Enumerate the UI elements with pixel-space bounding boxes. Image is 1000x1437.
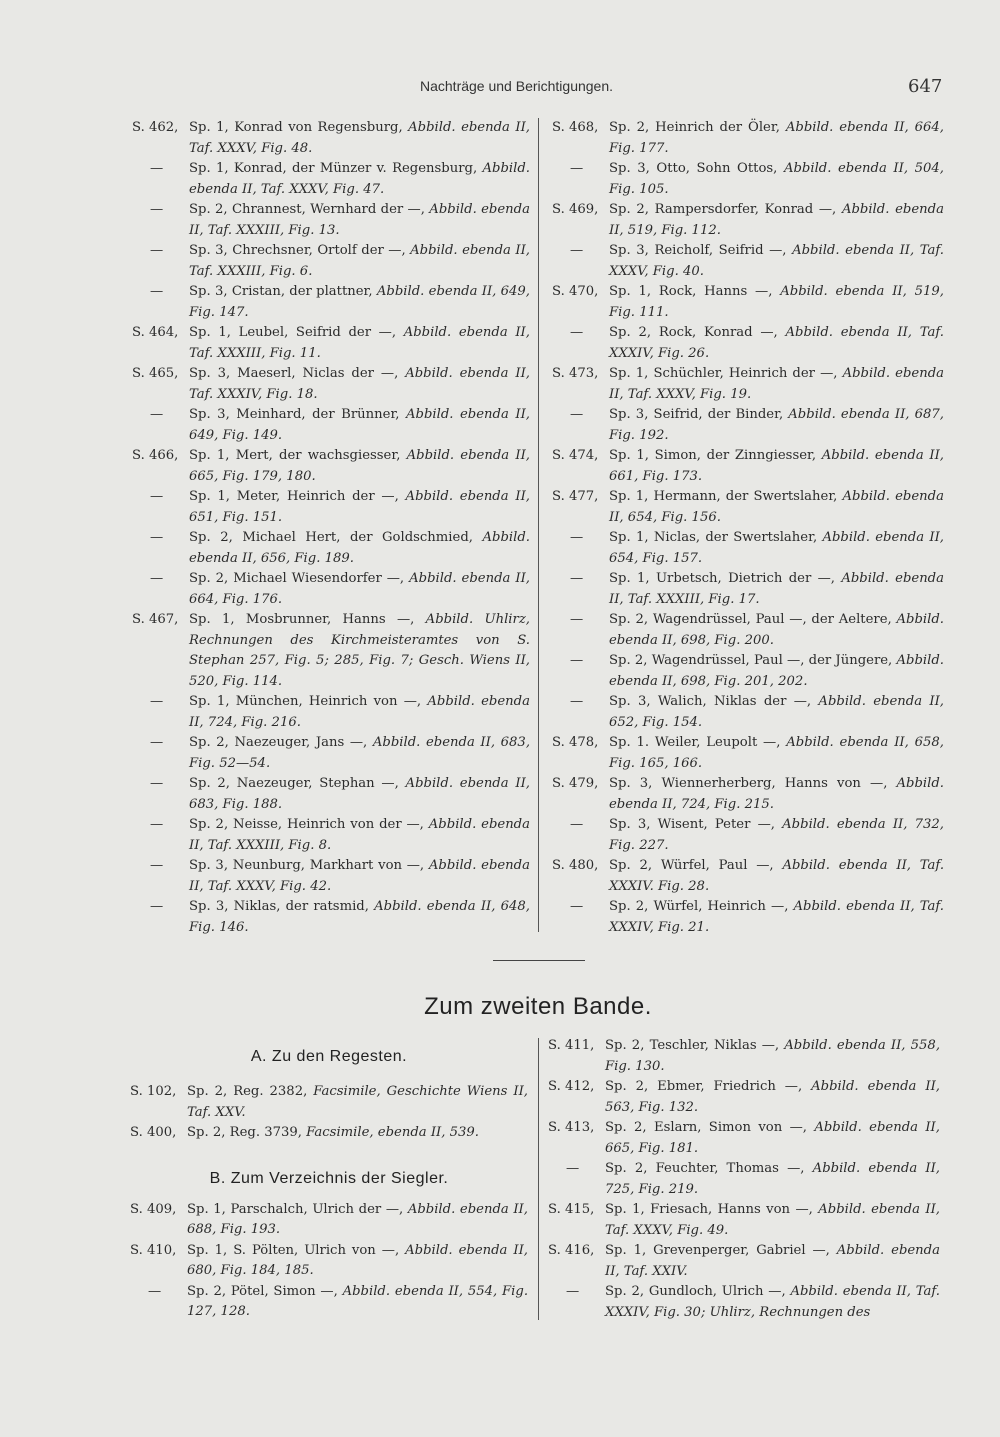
entry-citation: Abbild. ebenda II, 648, Fig. 146. xyxy=(189,899,530,935)
entry-name: Rampersdorfer, Konrad —, xyxy=(654,202,837,217)
entry-column-ref: Sp. 1, xyxy=(609,530,649,545)
entry-citation: Abbild. ebenda II, Taf. XXXIII, Fig. 17. xyxy=(609,571,944,607)
entry-column-ref: Sp. 2, xyxy=(189,776,230,791)
entry-page-ref: S. 462, xyxy=(132,120,179,135)
entry-column-ref: Sp. 2, xyxy=(605,1038,645,1053)
entry-citation: Abbild. ebenda II, Taf. XXXIV, Fig. 18. xyxy=(189,366,531,402)
entry-citation: Abbild. ebenda II, Taf. XXXV, Fig. 49. xyxy=(605,1202,940,1238)
subsection-a-title: A. Zu den Regesten. xyxy=(250,1048,408,1065)
entry-name: Niclas, der Swertslaher, xyxy=(653,530,818,545)
index-entry xyxy=(552,856,944,897)
entry-column-ref: Sp. 3, xyxy=(609,407,649,422)
entry-name: Konrad von Regensburg, xyxy=(234,120,403,135)
entry-citation: Abbild. ebenda II, 680, Fig. 184, 185. xyxy=(187,1242,528,1278)
entry-name: Gundloch, Ulrich —, xyxy=(648,1284,786,1299)
entry-citation: Abbild. ebenda II, 651, Fig. 151. xyxy=(189,489,530,525)
entry-citation: Abbild. ebenda II, 664, Fig. 177. xyxy=(609,120,944,156)
entry-citation: Abbild. ebenda II, 654, Fig. 156. xyxy=(609,489,944,525)
entry-page-ref: — xyxy=(570,571,584,586)
entry-column-ref: Sp. 1, xyxy=(189,489,230,504)
entry-column-ref: Sp. 1, xyxy=(189,161,229,176)
entry-page-ref: — xyxy=(150,735,164,750)
index-entry xyxy=(552,487,944,528)
index-entry xyxy=(552,323,944,364)
index-entry xyxy=(132,405,530,446)
running-title: Nachträge und Berichtigungen. xyxy=(420,78,614,94)
top-right-column xyxy=(552,118,944,938)
entry-name: Mert, der wachsgiesser, xyxy=(235,448,401,463)
entry-column-ref: Sp. 2, xyxy=(609,120,650,135)
entry-page-ref: — xyxy=(566,1284,580,1299)
entry-name: Mosbrunner, Hanns —, xyxy=(245,612,415,627)
entry-column-ref: Sp. 3, xyxy=(189,366,231,381)
entry-citation: Abbild. ebenda II, Taf. XXXV, Fig. 19. xyxy=(609,366,944,402)
entry-name: Naezeuger, Jans —, xyxy=(234,735,368,750)
entry-column-ref: Sp. 2, xyxy=(609,899,649,914)
entry-name: Cristan, der plattner, xyxy=(231,284,373,299)
entry-column-ref: Sp. 3, xyxy=(189,858,229,873)
entry-page-ref: — xyxy=(148,1283,162,1299)
entry-citation: Abbild. ebenda II, Taf. XXXIII, Fig. 11. xyxy=(189,325,530,361)
entry-column-ref: Sp. 1, xyxy=(609,284,652,299)
entry-page-ref: S. 477, xyxy=(552,489,599,504)
entry-citation: Abbild. ebenda II, 554, Fig. 127, 128. xyxy=(187,1283,529,1319)
entry-name: Würfel, Heinrich —, xyxy=(653,899,789,914)
entry-column-ref: Sp. 2, xyxy=(189,202,228,217)
index-entry xyxy=(132,118,530,159)
entry-citation: Abbild. ebenda II, 558, Fig. 130. xyxy=(605,1038,941,1074)
entry-page-ref: — xyxy=(150,817,164,832)
entry-citation: Abbild. ebenda II, 687, Fig. 192. xyxy=(609,407,944,443)
entry-page-ref: — xyxy=(150,776,164,791)
index-entry xyxy=(132,856,530,897)
entry-page-ref: S. 415, xyxy=(548,1202,595,1217)
entry-page-ref: S. 474, xyxy=(552,448,599,463)
entry-name: Meter, Heinrich der —, xyxy=(236,489,399,504)
index-entry xyxy=(132,610,530,692)
entry-page-ref: S. 412, xyxy=(548,1079,595,1094)
index-entry xyxy=(552,364,944,405)
entry-column-ref: Sp. 2, xyxy=(609,325,652,340)
siegler-list xyxy=(130,1200,528,1323)
entry-name: Naezeuger, Stephan —, xyxy=(236,776,399,791)
entry-citation: Facsimile, Geschichte Wiens II, Taf. XXV. xyxy=(187,1084,528,1120)
index-entry xyxy=(552,528,944,569)
entry-column-ref: Sp. 3, xyxy=(189,243,228,258)
index-entry xyxy=(552,651,944,692)
entry-column-ref: Sp. 1, xyxy=(189,694,230,709)
entry-page-ref: S. 416, xyxy=(548,1243,595,1258)
index-entry xyxy=(132,733,530,774)
entry-column-ref: Sp. 1, xyxy=(605,1243,647,1258)
entry-citation: Abbild. ebenda II, 649, Fig. 149. xyxy=(189,407,530,443)
entry-column-ref: Sp. 2, xyxy=(609,612,649,627)
entry-page-ref: — xyxy=(150,202,164,217)
index-entry xyxy=(132,323,530,364)
entry-name: Chrechsner, Ortolf der —, xyxy=(232,243,406,258)
entry-column-ref: Sp. 1, xyxy=(189,325,231,340)
index-entry xyxy=(132,528,530,569)
entry-column-ref: Sp. 1, xyxy=(189,120,229,135)
index-entry xyxy=(552,815,944,856)
entry-page-ref: S. 400, xyxy=(130,1125,177,1140)
index-entry xyxy=(548,1282,940,1323)
entry-column-ref: Sp. 2, xyxy=(189,735,229,750)
entry-page-ref: S. 464, xyxy=(132,325,179,340)
entry-column-ref: Sp. 1, xyxy=(187,1201,226,1217)
entry-name: Würfel, Paul —, xyxy=(660,858,774,873)
index-entry xyxy=(548,1159,940,1200)
entry-citation: Abbild. ebenda II, 724, Fig. 216. xyxy=(189,694,530,730)
entry-citation: Abbild. ebenda II, 519, Fig. 112. xyxy=(609,202,944,238)
index-entry xyxy=(552,733,944,774)
index-entry xyxy=(552,774,944,815)
entry-name: Weiler, Leupolt —, xyxy=(654,735,781,750)
entry-citation: Abbild. Uhlirz, Rechnungen des Kirchmeisteramtes von S. Stephan 257, Fig. 5; 285, Fig. 7; Gesch. Wiens II, 520, Fig. 114. xyxy=(189,612,530,689)
entry-name: München, Heinrich von —, xyxy=(235,694,422,709)
entry-name: Reg. 3739, xyxy=(229,1125,302,1140)
entry-name: Otto, Sohn Ottos, xyxy=(656,161,778,176)
entry-page-ref: — xyxy=(570,612,584,627)
entry-page-ref: — xyxy=(150,571,164,586)
entry-name: Schüchler, Heinrich der —, xyxy=(653,366,838,381)
entry-name: Feuchter, Thomas —, xyxy=(655,1161,805,1176)
entry-citation: Abbild. ebenda II, Taf. XXXV, Fig. 48. xyxy=(189,120,530,156)
entry-citation: Abbild. ebenda II, 654, Fig. 157. xyxy=(609,530,944,566)
entry-page-ref: S. 409, xyxy=(130,1201,177,1217)
entry-name: Wagendrüssel, Paul —, der Jüngere, xyxy=(651,653,893,668)
entry-column-ref: Sp. 2, xyxy=(609,202,649,217)
entry-column-ref: Sp. 1. xyxy=(609,735,650,750)
entry-name: Meinhard, der Brünner, xyxy=(236,407,400,422)
entry-page-ref: — xyxy=(570,325,584,340)
entry-citation: Abbild. ebenda II, Taf. XXIV. xyxy=(605,1243,940,1279)
entry-citation: Abbild. ebenda II, Taf. XXXIV. Fig. 28. xyxy=(609,858,945,894)
index-entry xyxy=(132,692,530,733)
bottom-left-column xyxy=(130,1082,528,1323)
index-entry xyxy=(552,405,944,446)
entry-name: Neunburg, Markhart von —, xyxy=(232,858,425,873)
entry-column-ref: Sp. 3, xyxy=(609,161,650,176)
entry-column-ref: Sp. 2, xyxy=(187,1084,228,1099)
entry-citation: Abbild. ebenda II, 698, Fig. 201, 202. xyxy=(609,653,944,689)
entry-page-ref: — xyxy=(570,243,584,258)
entry-citation: Abbild. ebenda II, 563, Fig. 132. xyxy=(605,1079,940,1115)
entry-page-ref: — xyxy=(150,407,164,422)
entry-page-ref: — xyxy=(570,899,584,914)
entry-citation: Abbild. ebenda II, 664, Fig. 176. xyxy=(189,571,530,607)
entry-column-ref: Sp. 1, xyxy=(609,489,649,504)
index-entry xyxy=(132,282,530,323)
entry-column-ref: Sp. 1, xyxy=(189,448,230,463)
entry-citation: Abbild. ebenda II, Taf. XXXV, Fig. 47. xyxy=(189,161,530,197)
index-entry xyxy=(130,1123,528,1144)
entry-page-ref: — xyxy=(570,694,584,709)
entry-citation: Abbild. ebenda II, Taf. XXXIV, Fig. 21. xyxy=(609,899,944,935)
entry-page-ref: — xyxy=(150,489,164,504)
index-entry xyxy=(130,1200,528,1241)
entry-page-ref: — xyxy=(150,284,164,299)
entry-column-ref: Sp. 2, xyxy=(187,1283,227,1299)
entry-page-ref: — xyxy=(570,817,584,832)
index-entry xyxy=(552,897,944,938)
bottom-right-column xyxy=(548,1036,940,1323)
entry-column-ref: Sp. 1, xyxy=(609,366,649,381)
index-entry xyxy=(548,1036,940,1077)
index-entry xyxy=(132,774,530,815)
entry-page-ref: S. 466, xyxy=(132,448,179,463)
entry-page-ref: S. 470, xyxy=(552,284,599,299)
entry-page-ref: S. 479, xyxy=(552,776,599,791)
entry-column-ref: Sp. 1, xyxy=(609,448,649,463)
column-divider xyxy=(538,118,539,932)
index-entry xyxy=(132,487,530,528)
entry-name: Hermann, der Swertslaher, xyxy=(653,489,838,504)
regesten-list xyxy=(130,1082,528,1144)
entry-page-ref: S. 469, xyxy=(552,202,599,217)
entry-name: Parschalch, Ulrich der —, xyxy=(230,1201,404,1217)
subsection-b-title: B. Zum Verzeichnis der Siegler. xyxy=(209,1170,449,1187)
entry-citation: Abbild. ebenda II, 688, Fig. 193. xyxy=(187,1201,528,1237)
index-entry xyxy=(552,200,944,241)
entry-page-ref: — xyxy=(150,694,164,709)
entry-citation: Abbild. ebenda II, 724, Fig. 215. xyxy=(609,776,944,812)
entry-page-ref: S. 102, xyxy=(130,1084,177,1099)
entry-name: Neisse, Heinrich von der —, xyxy=(233,817,424,832)
entry-name: Friesach, Hanns von —, xyxy=(650,1202,813,1217)
entry-citation: Abbild. ebenda II, 665, Fig. 179, 180. xyxy=(189,448,530,484)
entry-column-ref: Sp. 3, xyxy=(189,407,230,422)
entry-citation: Abbild. ebenda II, 732, Fig. 227. xyxy=(609,817,944,853)
index-entry xyxy=(132,897,530,938)
index-entry xyxy=(132,815,530,856)
entry-page-ref: — xyxy=(150,899,164,914)
entry-page-ref: S. 413, xyxy=(548,1120,595,1135)
entry-column-ref: Sp. 3, xyxy=(609,776,653,791)
entry-page-ref: — xyxy=(150,530,164,545)
entry-name: Michael Wiesendorfer —, xyxy=(233,571,405,586)
entry-name: Niklas, der ratsmid, xyxy=(233,899,369,914)
entry-citation: Abbild. ebenda II, 658, Fig. 165, 166. xyxy=(609,735,945,771)
entry-page-ref: S. 480, xyxy=(552,858,599,873)
index-entry xyxy=(130,1282,528,1323)
entry-citation: Abbild. ebenda II, 649, Fig. 147. xyxy=(189,284,531,320)
index-entry xyxy=(548,1200,940,1241)
entry-page-ref: — xyxy=(570,653,584,668)
entry-name: Leubel, Seifrid der —, xyxy=(238,325,397,340)
entry-citation: Abbild. ebenda II, Taf. XXXIII, Fig. 13. xyxy=(189,202,530,238)
entry-page-ref: — xyxy=(570,407,584,422)
entry-column-ref: Sp. 3, xyxy=(609,694,651,709)
entry-column-ref: Sp. 3, xyxy=(189,899,229,914)
index-entry xyxy=(552,159,944,200)
entry-citation: Abbild. ebenda II, Taf. XXXV, Fig. 40. xyxy=(609,243,944,279)
index-entry xyxy=(552,610,944,651)
entry-name: Eslarn, Simon von —, xyxy=(653,1120,807,1135)
entry-citation: Abbild. ebenda II, 519, Fig. 111. xyxy=(609,284,944,320)
entry-name: S. Pölten, Ulrich von —, xyxy=(233,1242,400,1258)
index-entry xyxy=(548,1118,940,1159)
entry-column-ref: Sp. 3, xyxy=(609,817,651,832)
entry-page-ref: — xyxy=(150,858,164,873)
entry-citation: Abbild. ebenda II, 683, Fig. 52—54. xyxy=(189,735,531,771)
entry-name: Seifrid, der Binder, xyxy=(653,407,784,422)
entry-page-ref: — xyxy=(566,1161,580,1176)
entry-citation: Abbild. ebenda II, 504, Fig. 105. xyxy=(609,161,944,197)
entry-column-ref: Sp. 2, xyxy=(187,1125,226,1140)
entry-name: Wiennerherberg, Hanns von —, xyxy=(661,776,888,791)
index-entry xyxy=(130,1082,528,1123)
entry-column-ref: Sp. 2, xyxy=(189,817,229,832)
index-entry xyxy=(548,1077,940,1118)
entry-name: Pötel, Simon —, xyxy=(230,1283,338,1299)
entry-column-ref: Sp. 1, xyxy=(189,612,235,627)
top-left-column xyxy=(132,118,530,938)
entry-page-ref: S. 465, xyxy=(132,366,179,381)
index-entry xyxy=(552,241,944,282)
entry-citation: Abbild. ebenda II, 661, Fig. 173. xyxy=(609,448,944,484)
entry-name: Maeserl, Niclas der —, xyxy=(237,366,399,381)
entry-column-ref: Sp. 2, xyxy=(189,530,233,545)
entry-citation: Abbild. ebenda II, 665, Fig. 181. xyxy=(605,1120,940,1156)
index-entry xyxy=(132,364,530,405)
entry-page-ref: S. 468, xyxy=(552,120,599,135)
index-entry xyxy=(132,446,530,487)
entry-citation: Abbild. ebenda II, Taf. XXXIII, Fig. 6. xyxy=(189,243,530,279)
entry-citation: Abbild. ebenda II, Taf. XXXV, Fig. 42. xyxy=(189,858,530,894)
entry-page-ref: — xyxy=(150,161,164,176)
entry-page-ref: S. 473, xyxy=(552,366,599,381)
entry-column-ref: Sp. 1, xyxy=(609,571,650,586)
entry-name: Rock, Hanns —, xyxy=(658,284,773,299)
entry-citation: Abbild. ebenda II, 698, Fig. 200. xyxy=(609,612,944,648)
entry-name: Urbetsch, Dietrich der —, xyxy=(655,571,835,586)
index-entry xyxy=(548,1241,940,1282)
entry-citation: Abbild. ebenda II, Taf. XXXIII, Fig. 8. xyxy=(189,817,530,853)
entry-citation: Facsimile, ebenda II, 539. xyxy=(306,1125,479,1140)
index-entry xyxy=(552,118,944,159)
entry-name: Simon, der Zinngiesser, xyxy=(654,448,817,463)
entry-name: Michael Hert, der Goldschmied, xyxy=(242,530,473,545)
index-entry xyxy=(132,241,530,282)
index-entry xyxy=(132,569,530,610)
entry-name: Teschler, Niklas —, xyxy=(649,1038,780,1053)
entry-citation: Abbild. ebenda II, 683, Fig. 188. xyxy=(189,776,530,812)
entry-column-ref: Sp. 2, xyxy=(609,858,653,873)
entry-name: Rock, Konrad —, xyxy=(658,325,778,340)
entry-column-ref: Sp. 1, xyxy=(187,1242,228,1258)
entry-name: Reg. 2382, xyxy=(233,1084,308,1099)
entry-citation: Abbild. ebenda II, Taf. XXXIV, Fig. 26. xyxy=(609,325,944,361)
entry-page-ref: S. 410, xyxy=(130,1242,177,1258)
entry-name: Wisent, Peter —, xyxy=(657,817,775,832)
entry-page-ref: S. 411, xyxy=(548,1038,595,1053)
page-number: 647 xyxy=(908,76,943,97)
entry-page-ref: — xyxy=(150,243,164,258)
index-entry xyxy=(552,282,944,323)
entry-name: Ebmer, Friedrich —, xyxy=(657,1079,803,1094)
index-entry xyxy=(552,446,944,487)
index-entry xyxy=(552,692,944,733)
index-entry xyxy=(132,200,530,241)
entry-name: Walich, Niklas der —, xyxy=(657,694,812,709)
entry-name: Chrannest, Wernhard der —, xyxy=(231,202,425,217)
entry-citation: Abbild. ebenda II, Taf. XXXIV, Fig. 30; Uhlirz, Rechnungen des xyxy=(605,1284,940,1320)
entry-citation: Abbild. ebenda II, 652, Fig. 154. xyxy=(609,694,944,730)
entry-citation: Abbild. ebenda II, 656, Fig. 189. xyxy=(189,530,530,566)
running-head xyxy=(0,76,1000,100)
entry-column-ref: Sp. 2, xyxy=(605,1284,645,1299)
entry-column-ref: Sp. 2, xyxy=(605,1161,648,1176)
entry-name: Wagendrüssel, Paul —, der Aeltere, xyxy=(652,612,892,627)
section-separator xyxy=(493,960,585,961)
index-entry xyxy=(132,159,530,200)
entry-column-ref: Sp. 3, xyxy=(189,284,228,299)
entry-column-ref: Sp. 2, xyxy=(609,653,648,668)
entry-page-ref: — xyxy=(570,530,584,545)
entry-column-ref: Sp. 1, xyxy=(605,1202,645,1217)
index-entry xyxy=(130,1241,528,1282)
entry-column-ref: Sp. 2, xyxy=(605,1079,649,1094)
entry-page-ref: — xyxy=(570,161,584,176)
entry-page-ref: S. 478, xyxy=(552,735,599,750)
entry-column-ref: Sp. 3, xyxy=(609,243,649,258)
entry-column-ref: Sp. 2, xyxy=(605,1120,647,1135)
entry-column-ref: Sp. 2, xyxy=(189,571,229,586)
entry-name: Reicholf, Seifrid —, xyxy=(654,243,787,258)
entry-name: Grevenperger, Gabriel —, xyxy=(653,1243,830,1258)
index-entry xyxy=(552,569,944,610)
section-title: Zum zweiten Bande. xyxy=(424,993,652,1020)
entry-page-ref: S. 467, xyxy=(132,612,179,627)
entry-name: Heinrich der Öler, xyxy=(655,120,780,135)
column-divider-2 xyxy=(538,1038,539,1320)
entry-citation: Abbild. ebenda II, 725, Fig. 219. xyxy=(605,1161,940,1197)
entry-name: Konrad, der Münzer v. Regensburg, xyxy=(233,161,478,176)
